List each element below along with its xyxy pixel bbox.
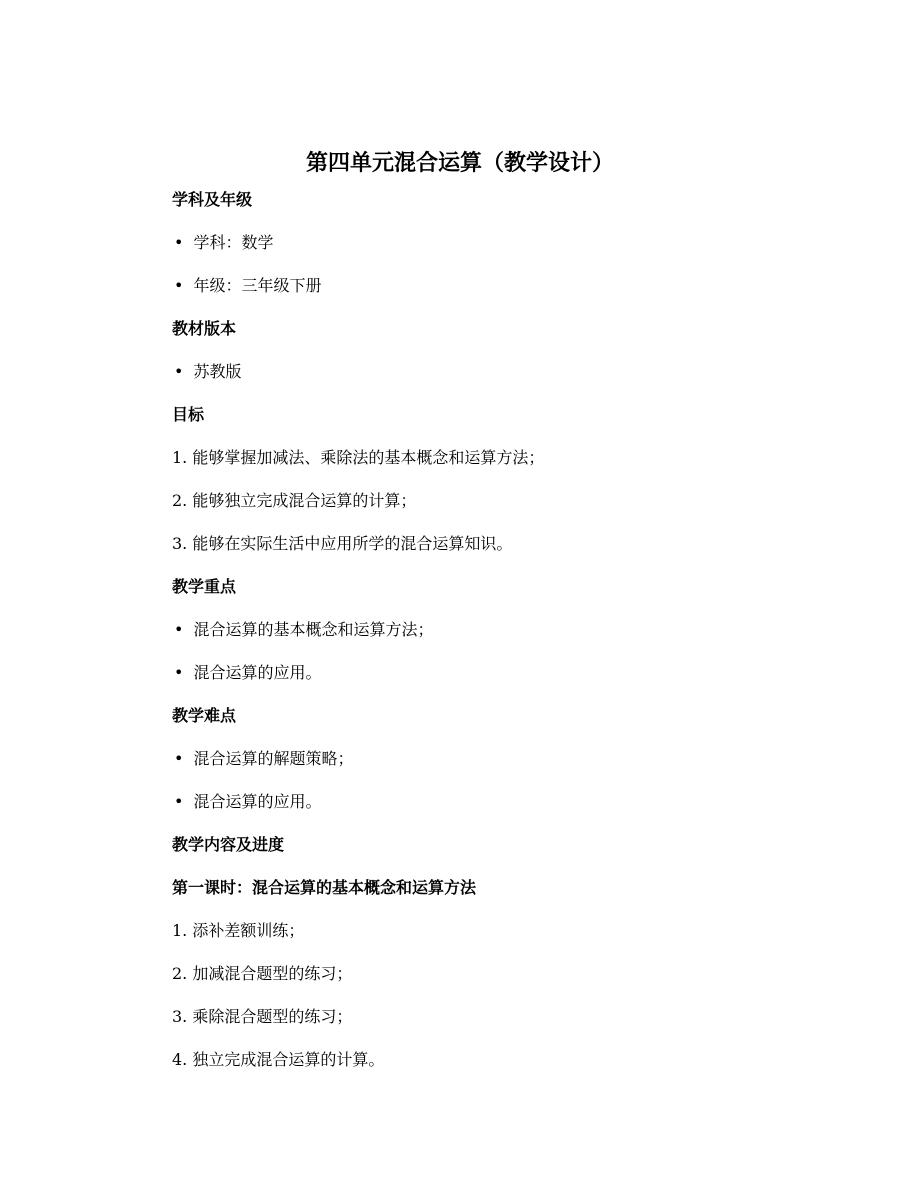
numbered-item: 1. 能够掌握加减法、乘除法的基本概念和运算方法； (172, 448, 545, 467)
section-heading: 教学重点 (172, 577, 237, 596)
bullet-item: • 混合运算的基本概念和运算方法； (174, 620, 433, 640)
page-title: 第四单元混合运算（教学设计） (305, 151, 614, 176)
bullet-item: • 苏教版 (174, 362, 241, 382)
section-heading: 学科及年级 (172, 190, 253, 209)
section-heading: 目标 (172, 405, 205, 424)
bullet-item: • 年级：三年级下册 (174, 276, 321, 296)
section-heading: 教学难点 (172, 706, 237, 725)
section-heading: 教学内容及进度 (172, 835, 285, 854)
numbered-item: 1. 添补差额训练； (172, 921, 305, 940)
section-heading: 第一课时：混合运算的基本概念和运算方法 (172, 878, 477, 897)
numbered-item: 2. 加减混合题型的练习； (172, 964, 353, 983)
section-heading: 教材版本 (172, 319, 237, 338)
bullet-item: • 混合运算的解题策略； (174, 749, 353, 769)
bullet-item: • 混合运算的应用。 (174, 792, 321, 812)
bullet-item: • 学科：数学 (174, 233, 273, 253)
numbered-item: 4. 独立完成混合运算的计算。 (172, 1050, 385, 1069)
numbered-item: 3. 能够在实际生活中应用所学的混合运算知识。 (172, 534, 513, 553)
bullet-item: • 混合运算的应用。 (174, 663, 321, 683)
numbered-item: 2. 能够独立完成混合运算的计算； (172, 491, 417, 510)
numbered-item: 3. 乘除混合题型的练习； (172, 1007, 353, 1026)
